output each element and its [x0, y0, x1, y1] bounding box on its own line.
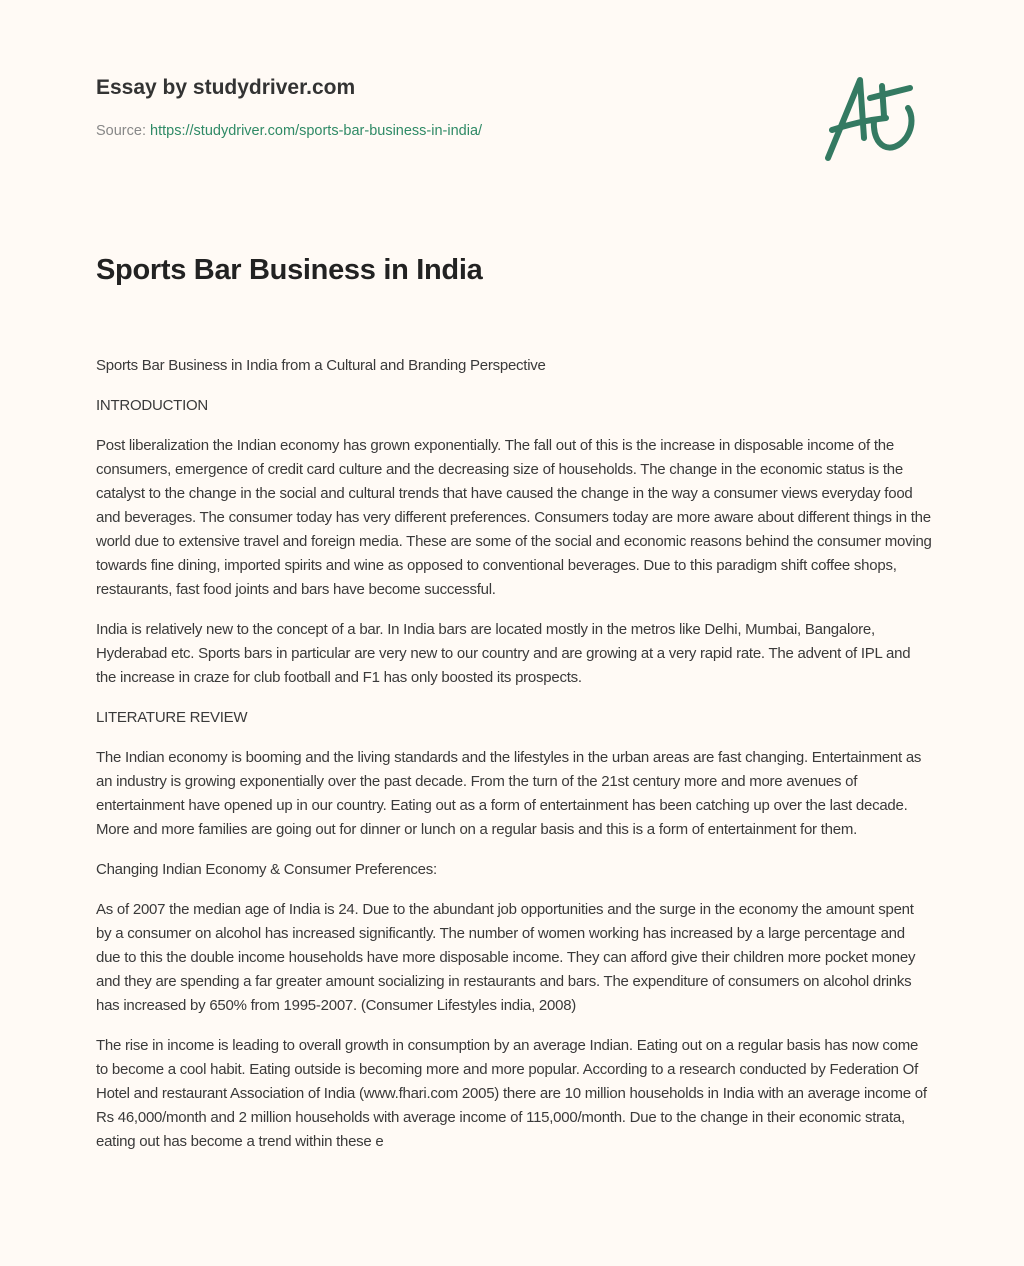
essay-body: [96, 354, 932, 1170]
source-line: [96, 123, 482, 139]
section-heading-changing-economy: Changing Indian Economy & Consumer Preferences:: [96, 861, 437, 878]
subtitle-paragraph: Sports Bar Business in India from a Cultural and Branding Perspective: [96, 357, 546, 374]
paragraph: As of 2007 the median age of India is 24. Due to the abundant job opportunities and the surge in the economy the amount spent by a consumer on alcohol has increased significantly. The number of women working has increased by a large percentage and due to this the double income households have more disposable income. They can afford give their children more pocket money and they are spending a far greater amount socializing in restaurants and bars. The expenditure of consumers on alcohol drinks has increased by 650% from 1995-2007. (Consumer Lifestyles india, 2008): [96, 901, 916, 1014]
section-heading-literature-review: LITERATURE REVIEW: [96, 709, 248, 726]
paragraph: The Indian economy is booming and the living standards and the lifestyles in the urban areas are fast changing. Entertainment as an industry is growing exponentially over the past decade. From the turn of the 21st century more and more avenues of entertainment have opened up in our country. Eating out as a form of entertainment has been catching up over the last decade. More and more families are going out for dinner or lunch on a regular basis and this is a form of entertainment for them.: [96, 749, 922, 838]
source-label: Source:: [96, 123, 146, 139]
paragraph: India is relatively new to the concept of a bar. In India bars are located mostly in the metros like Delhi, Mumbai, Bangalore, Hyderabad etc. Sports bars in particular are very new to our country and are growing at a very rapid rate. The advent of IPL and the increase in craze for club football and F1 has only boosted its prospects.: [96, 621, 911, 686]
source-link[interactable]: https://studydriver.com/sports-bar-business-in-india/: [150, 123, 483, 139]
site-header-title: Essay by studydriver.com: [96, 76, 356, 99]
a-plus-logo-icon: [820, 68, 930, 168]
section-heading-introduction: INTRODUCTION: [96, 397, 208, 414]
document-title: Sports Bar Business in India: [96, 254, 483, 286]
paragraph: Post liberalization the Indian economy has grown exponentially. The fall out of this is the increase in disposable income of the consumers, emergence of credit card culture and the decreasing size of households. The change in the economic status is the catalyst to the change in the social and cultural trends that have caused the change in the way a consumer views everyday food and beverages. The consumer today has very different preferences. Consumers today are more aware about different things in the world due to extensive travel and foreign media. These are some of the social and economic reasons behind the consumer moving towards fine dining, imported spirits and wine as opposed to conventional beverages. Due to this paradigm shift coffee shops, restaurants, fast food joints and bars have become successful.: [96, 437, 932, 598]
paragraph: The rise in income is leading to overall growth in consumption by an average Indian. Eating out on a regular basis has now come to become a cool habit. Eating outside is becoming more and more popular. According to a research conducted by Federation Of Hotel and restaurant Association of India (www.fhari.com 2005) there are 10 million households in India with an average income of Rs 46,000/month and 2 million households with average income of 115,000/month. Due to the change in their economic strata, eating out has become a trend within these e: [96, 1037, 927, 1150]
